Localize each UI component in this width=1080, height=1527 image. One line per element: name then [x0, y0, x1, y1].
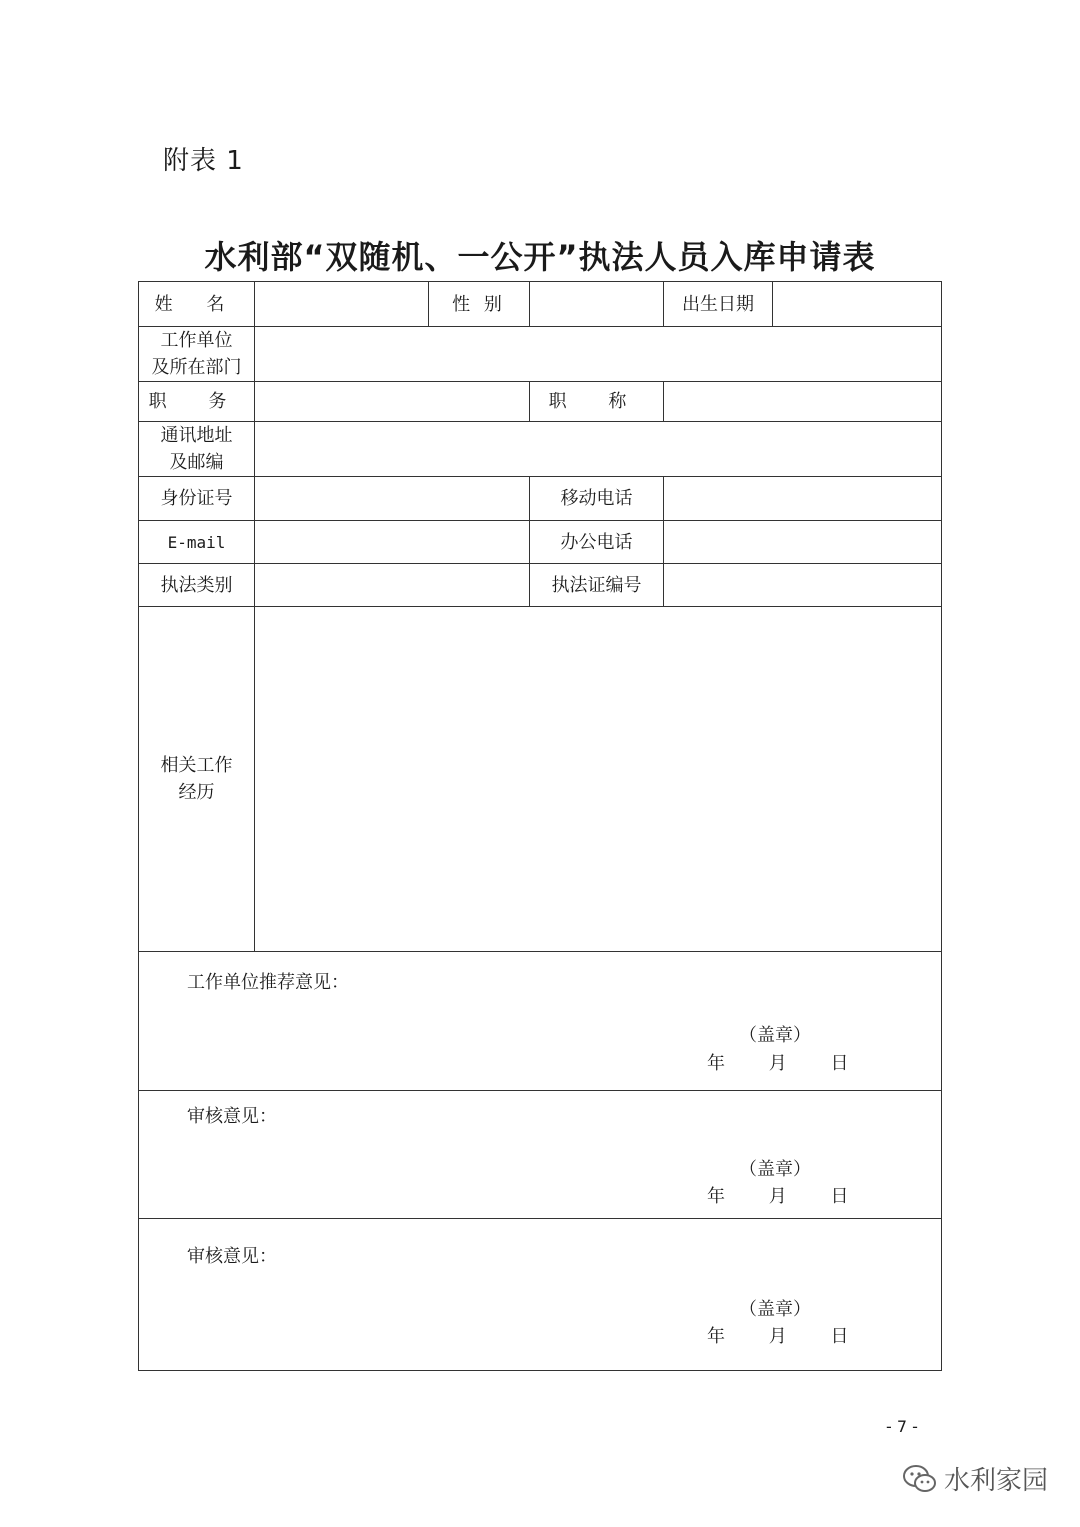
recommendation-opinion-title: 工作单位推荐意见：	[187, 972, 349, 993]
watermark	[902, 1460, 1048, 1497]
year-label: 年	[707, 1053, 725, 1074]
position-field[interactable]	[255, 382, 530, 422]
day-label: 日	[830, 1053, 849, 1074]
application-form-table	[138, 281, 942, 1371]
recommendation-seal-label: （盖章）	[739, 1025, 811, 1046]
name-label: 姓 名	[139, 282, 255, 327]
month-label: 月	[768, 1053, 787, 1074]
review-seal-label-2: （盖章）	[739, 1299, 811, 1320]
work-unit-label-line1: 工作单位	[160, 330, 233, 351]
recommendation-opinion-section[interactable]	[139, 952, 942, 1091]
enforcement-category-label: 执法类别	[139, 564, 255, 607]
office-phone-label: 办公电话	[530, 521, 664, 564]
review-opinion-title-1: 审核意见：	[187, 1106, 277, 1127]
work-experience-field[interactable]	[255, 607, 942, 952]
enforcement-category-field[interactable]	[255, 564, 530, 607]
work-unit-label-line2: 及所在部门	[151, 357, 242, 378]
month-label: 月	[768, 1186, 787, 1207]
day-label: 日	[830, 1186, 849, 1207]
work-unit-field[interactable]	[255, 327, 942, 382]
watermark-text: 水利家园	[944, 1466, 1049, 1496]
email-label: E-mail	[139, 521, 255, 564]
name-field[interactable]	[255, 282, 429, 327]
form-title: 水利部“双随机、一公开”执法人员入库申请表	[204, 238, 876, 276]
address-label-line1: 通讯地址	[160, 425, 233, 446]
mobile-phone-label: 移动电话	[530, 477, 664, 521]
appendix-label: 附表 1	[163, 146, 244, 176]
professional-title-field[interactable]	[664, 382, 942, 422]
birth-date-label: 出生日期	[664, 282, 773, 327]
position-label: 职 务	[139, 382, 255, 422]
month-label: 月	[768, 1326, 787, 1347]
recommendation-date	[707, 1050, 848, 1077]
id-number-field[interactable]	[255, 477, 530, 521]
day-label: 日	[830, 1326, 849, 1347]
birth-date-field[interactable]	[773, 282, 942, 327]
work-experience-label-line2: 经历	[178, 782, 215, 803]
professional-title-label: 职 称	[530, 382, 664, 422]
year-label: 年	[707, 1186, 725, 1207]
review-seal-label-1: （盖章）	[739, 1159, 811, 1180]
office-phone-field[interactable]	[664, 521, 942, 564]
work-experience-label-line1: 相关工作	[160, 755, 233, 776]
review-opinion-section-1[interactable]	[139, 1091, 942, 1219]
review-date-2	[707, 1323, 848, 1350]
certificate-number-label: 执法证编号	[530, 564, 664, 607]
year-label: 年	[707, 1326, 725, 1347]
email-field[interactable]	[255, 521, 530, 564]
id-number-label: 身份证号	[139, 477, 255, 521]
gender-label: 性 别	[429, 282, 530, 327]
review-opinion-title-2: 审核意见：	[187, 1246, 277, 1267]
address-label-line2: 及邮编	[169, 452, 224, 473]
address-field[interactable]	[255, 422, 942, 477]
certificate-number-field[interactable]	[664, 564, 942, 607]
gender-field[interactable]	[530, 282, 664, 327]
mobile-phone-field[interactable]	[664, 477, 942, 521]
work-experience-label	[139, 607, 255, 952]
review-date-1	[707, 1183, 848, 1210]
work-unit-label	[139, 327, 255, 382]
wechat-icon	[902, 1464, 938, 1494]
address-label	[139, 422, 255, 477]
page-number: - 7 -	[886, 1417, 918, 1436]
review-opinion-section-2[interactable]	[139, 1219, 942, 1371]
